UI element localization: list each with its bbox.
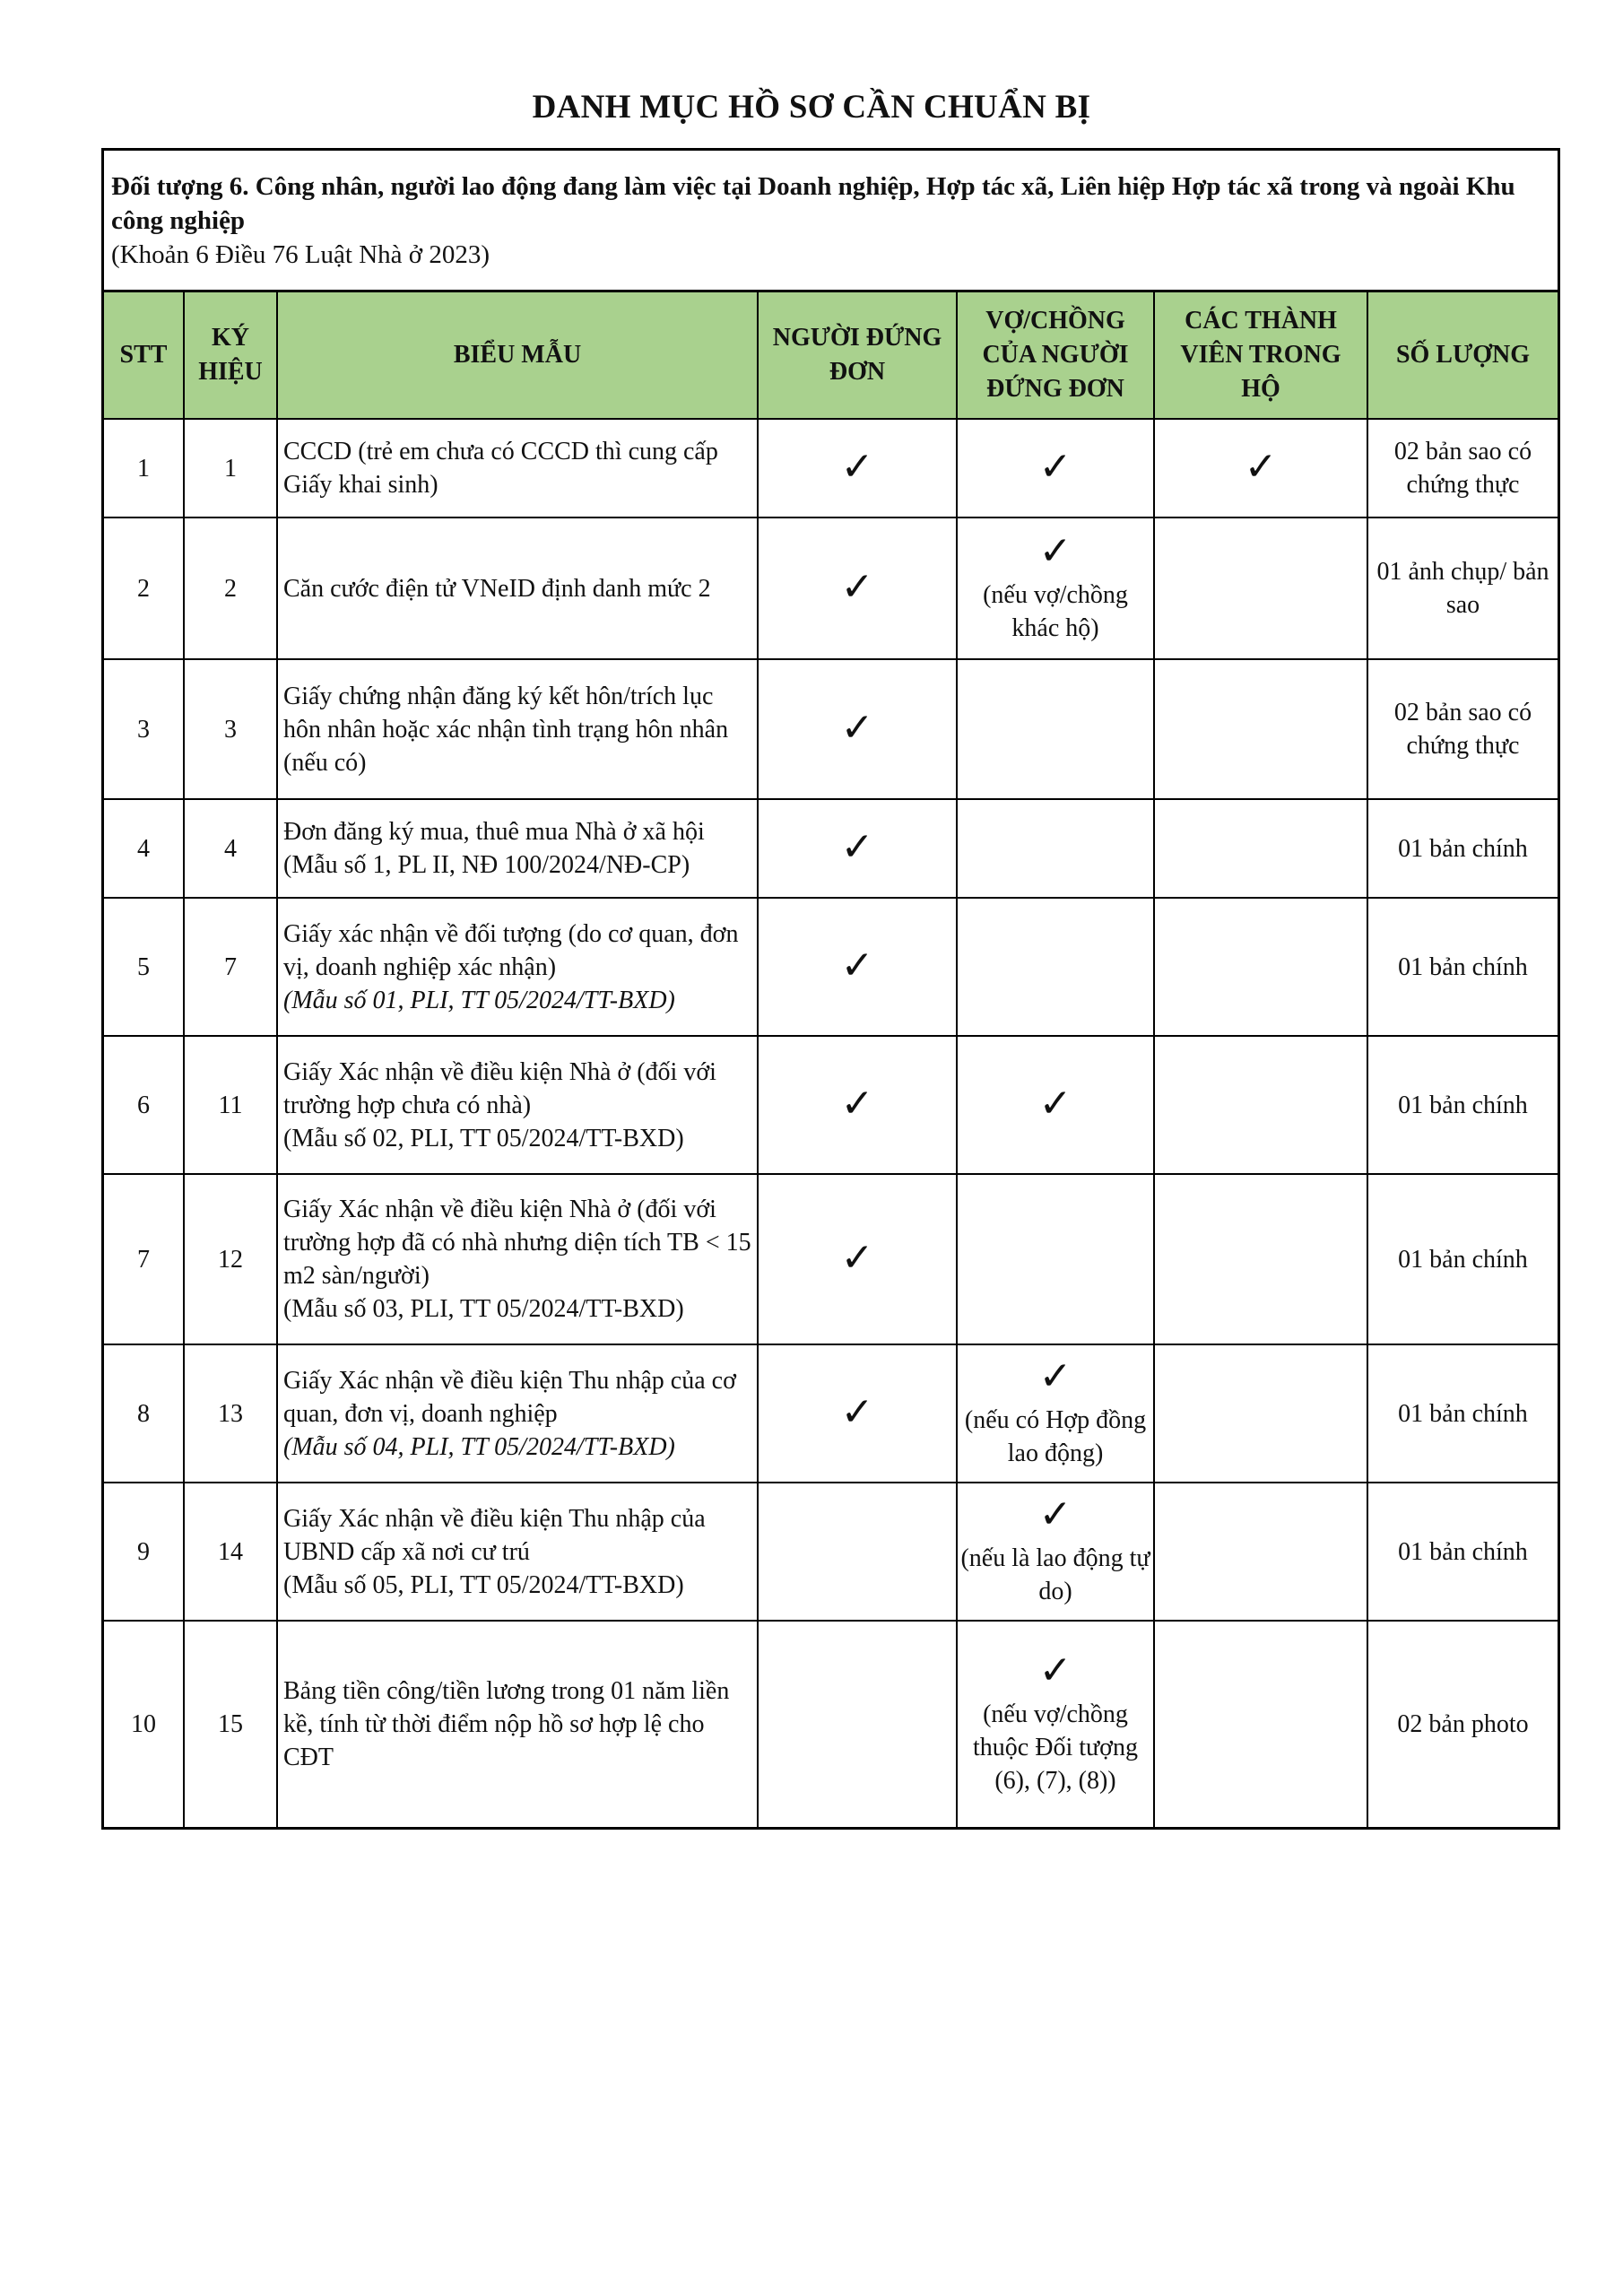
cell-so-luong: [1367, 517, 1558, 659]
form-description: Giấy Xác nhận về điều kiện Nhà ở (đối với trường hợp chưa có nhà): [283, 1057, 716, 1119]
cell-nguoi-dung-don: [758, 1483, 957, 1621]
ky-hieu-value: 3: [224, 715, 237, 744]
cell-nguoi-dung-don: [758, 419, 957, 517]
ky-hieu-value: 14: [218, 1537, 243, 1566]
cell-ky-hieu: [184, 1174, 277, 1344]
check-icon: ✓: [840, 705, 874, 751]
check-icon: ✓: [1038, 528, 1072, 574]
spouse-note: (nếu vợ/chồng thuộc Đối tượng (6), (7), (8)): [973, 1700, 1138, 1795]
cell-thanh-vien: [1154, 517, 1367, 659]
header-nguoi-dung-don: NGƯỜI ĐỨNG ĐƠN: [758, 292, 957, 419]
spouse-note: (nếu có Hợp đồng lao động): [964, 1406, 1147, 1467]
table-row: [104, 1621, 1558, 1827]
cell-nguoi-dung-don: [758, 1621, 957, 1827]
cell-bieu-mau: [277, 1344, 758, 1483]
table-row: [104, 1174, 1558, 1344]
table-row: [104, 1344, 1558, 1483]
cell-stt: [104, 799, 184, 898]
cell-thanh-vien: [1154, 1036, 1367, 1174]
cell-nguoi-dung-don: [758, 898, 957, 1036]
quantity-value: 01 ảnh chụp/ bản sao: [1376, 558, 1549, 619]
document-table: [104, 292, 1558, 1827]
document-frame: [101, 148, 1560, 1830]
stt-value: 8: [137, 1399, 150, 1428]
cell-so-luong: [1367, 1483, 1558, 1621]
cell-bieu-mau: [277, 517, 758, 659]
cell-nguoi-dung-don: [758, 799, 957, 898]
header-stt: STT: [104, 292, 184, 419]
cell-bieu-mau: [277, 659, 758, 799]
stt-value: 7: [137, 1245, 150, 1274]
table-row: [104, 419, 1558, 517]
check-icon: ✓: [840, 564, 874, 610]
cell-vo-chong: [957, 799, 1154, 898]
table-row: [104, 659, 1558, 799]
cell-stt: [104, 1036, 184, 1174]
subject-block: [104, 151, 1558, 292]
cell-bieu-mau: [277, 419, 758, 517]
subject-reference: (Khoản 6 Điều 76 Luật Nhà ở 2023): [111, 240, 490, 269]
form-description: Đơn đăng ký mua, thuê mua Nhà ở xã hội: [283, 818, 705, 846]
cell-so-luong: [1367, 1036, 1558, 1174]
cell-thanh-vien: [1154, 419, 1367, 517]
table-row: [104, 898, 1558, 1036]
form-reference: (Mẫu số 02, PLI, TT 05/2024/TT-BXD): [283, 1124, 684, 1152]
cell-ky-hieu: [184, 799, 277, 898]
cell-so-luong: [1367, 898, 1558, 1036]
cell-stt: [104, 517, 184, 659]
cell-so-luong: [1367, 799, 1558, 898]
form-reference: (Mẫu số 04, PLI, TT 05/2024/TT-BXD): [283, 1432, 675, 1461]
quantity-value: 01 bản chính: [1398, 1245, 1528, 1274]
check-icon: ✓: [840, 1235, 874, 1281]
quantity-value: 01 bản chính: [1398, 1399, 1528, 1428]
table-row: [104, 1483, 1558, 1621]
cell-bieu-mau: [277, 799, 758, 898]
cell-ky-hieu: [184, 1621, 277, 1827]
form-reference: (Mẫu số 1, PL II, NĐ 100/2024/NĐ-CP): [283, 851, 690, 879]
quantity-value: 01 bản chính: [1398, 952, 1528, 981]
quantity-value: 02 bản photo: [1397, 1710, 1529, 1738]
stt-value: 4: [137, 834, 150, 863]
ky-hieu-value: 7: [224, 952, 237, 981]
cell-ky-hieu: [184, 898, 277, 1036]
stt-value: 9: [137, 1537, 150, 1566]
cell-stt: [104, 1174, 184, 1344]
form-description: Giấy Xác nhận về điều kiện Thu nhập của cơ quan, đơn vị, doanh nghiệp: [283, 1366, 736, 1428]
cell-ky-hieu: [184, 1483, 277, 1621]
cell-ky-hieu: [184, 1036, 277, 1174]
cell-vo-chong: [957, 1036, 1154, 1174]
quantity-value: 02 bản sao có chứng thực: [1393, 438, 1532, 499]
cell-so-luong: [1367, 659, 1558, 799]
stt-value: 1: [137, 454, 150, 483]
form-reference: (Mẫu số 03, PLI, TT 05/2024/TT-BXD): [283, 1295, 684, 1323]
check-icon: ✓: [840, 1389, 874, 1435]
check-icon: ✓: [1038, 1081, 1072, 1126]
cell-bieu-mau: [277, 1621, 758, 1827]
check-icon: ✓: [840, 1081, 874, 1126]
cell-thanh-vien: [1154, 1344, 1367, 1483]
check-icon: ✓: [1244, 444, 1278, 490]
form-description: Giấy xác nhận về đối tượng (do cơ quan, đơn vị, doanh nghiệp xác nhận): [283, 919, 739, 981]
page-title: DANH MỤC HỒ SƠ CẦN CHUẨN BỊ: [532, 89, 1091, 126]
header-vo-chong: VỢ/CHỒNG CỦA NGƯỜI ĐỨNG ĐƠN: [957, 292, 1154, 419]
cell-nguoi-dung-don: [758, 1174, 957, 1344]
table-row: [104, 1036, 1558, 1174]
ky-hieu-value: 1: [224, 454, 237, 483]
cell-ky-hieu: [184, 659, 277, 799]
cell-thanh-vien: [1154, 659, 1367, 799]
header-so-luong: SỐ LƯỢNG: [1367, 292, 1558, 419]
quantity-value: 02 bản sao có chứng thực: [1393, 699, 1532, 760]
form-reference: (Mẫu số 05, PLI, TT 05/2024/TT-BXD): [283, 1570, 684, 1599]
cell-thanh-vien: [1154, 1621, 1367, 1827]
stt-value: 10: [131, 1710, 156, 1738]
cell-bieu-mau: [277, 1174, 758, 1344]
cell-nguoi-dung-don: [758, 1036, 957, 1174]
cell-ky-hieu: [184, 1344, 277, 1483]
cell-ky-hieu: [184, 517, 277, 659]
form-description: CCCD (trẻ em chưa có CCCD thì cung cấp Giấy khai sinh): [283, 438, 718, 499]
cell-nguoi-dung-don: [758, 517, 957, 659]
cell-vo-chong: [957, 1174, 1154, 1344]
form-description: Bảng tiền công/tiền lương trong 01 năm liền kề, tính từ thời điểm nộp hồ sơ hợp lệ cho CĐT: [283, 1677, 730, 1771]
cell-vo-chong: [957, 1621, 1154, 1827]
quantity-value: 01 bản chính: [1398, 1091, 1528, 1119]
cell-thanh-vien: [1154, 1483, 1367, 1621]
header-bieu-mau: BIỂU MẪU: [277, 292, 758, 419]
form-description: Giấy Xác nhận về điều kiện Thu nhập của UBND cấp xã nơi cư trú: [283, 1504, 706, 1566]
header-ky-hieu: KÝ HIỆU: [184, 292, 277, 419]
cell-so-luong: [1367, 1344, 1558, 1483]
form-description: Giấy Xác nhận về điều kiện Nhà ở (đối với trường hợp đã có nhà nhưng diện tích TB < 15 m2 sàn/người): [283, 1196, 751, 1290]
cell-stt: [104, 419, 184, 517]
check-icon: ✓: [840, 444, 874, 490]
stt-value: 3: [137, 715, 150, 744]
form-description: Căn cước điện tử VNeID định danh mức 2: [283, 574, 711, 603]
cell-nguoi-dung-don: [758, 1344, 957, 1483]
cell-stt: [104, 1621, 184, 1827]
cell-nguoi-dung-don: [758, 659, 957, 799]
cell-vo-chong: [957, 419, 1154, 517]
cell-so-luong: [1367, 1174, 1558, 1344]
cell-stt: [104, 1344, 184, 1483]
ky-hieu-value: 15: [218, 1710, 243, 1738]
quantity-value: 01 bản chính: [1398, 834, 1528, 863]
cell-thanh-vien: [1154, 799, 1367, 898]
table-row: [104, 517, 1558, 659]
stt-value: 6: [137, 1091, 150, 1119]
check-icon: ✓: [1038, 1353, 1072, 1399]
spouse-note: (nếu vợ/chồng khác hộ): [983, 581, 1128, 642]
table-header-row: [104, 292, 1558, 419]
table-row: [104, 799, 1558, 898]
cell-vo-chong: [957, 1344, 1154, 1483]
check-icon: ✓: [840, 943, 874, 988]
form-description: Giấy chứng nhận đăng ký kết hôn/trích lục hôn nhân hoặc xác nhận tình trạng hôn nhân (nếu có): [283, 682, 729, 777]
cell-vo-chong: [957, 517, 1154, 659]
cell-stt: [104, 659, 184, 799]
cell-vo-chong: [957, 898, 1154, 1036]
check-icon: ✓: [840, 824, 874, 870]
subject-heading: Đối tượng 6. Công nhân, người lao động đang làm việc tại Doanh nghiệp, Hợp tác xã, Liên hiệp Hợp tác xã trong và ngoài Khu công nghiệp: [111, 172, 1515, 235]
cell-so-luong: [1367, 419, 1558, 517]
ky-hieu-value: 2: [224, 574, 237, 603]
ky-hieu-value: 4: [224, 834, 237, 863]
cell-bieu-mau: [277, 1036, 758, 1174]
cell-thanh-vien: [1154, 1174, 1367, 1344]
cell-bieu-mau: [277, 898, 758, 1036]
cell-vo-chong: [957, 659, 1154, 799]
ky-hieu-value: 13: [218, 1399, 243, 1428]
cell-bieu-mau: [277, 1483, 758, 1621]
header-thanh-vien: CÁC THÀNH VIÊN TRONG HỘ: [1154, 292, 1367, 419]
check-icon: ✓: [1038, 1492, 1072, 1537]
stt-value: 5: [137, 952, 150, 981]
quantity-value: 01 bản chính: [1398, 1537, 1528, 1566]
cell-stt: [104, 898, 184, 1036]
form-reference: (Mẫu số 01, PLI, TT 05/2024/TT-BXD): [283, 986, 675, 1014]
ky-hieu-value: 11: [218, 1091, 243, 1119]
spouse-note: (nếu là lao động tự do): [960, 1544, 1150, 1605]
ky-hieu-value: 12: [218, 1245, 243, 1274]
cell-thanh-vien: [1154, 898, 1367, 1036]
cell-vo-chong: [957, 1483, 1154, 1621]
check-icon: ✓: [1038, 1648, 1072, 1693]
stt-value: 2: [137, 574, 150, 603]
check-icon: ✓: [1038, 444, 1072, 490]
cell-ky-hieu: [184, 419, 277, 517]
cell-so-luong: [1367, 1621, 1558, 1827]
cell-stt: [104, 1483, 184, 1621]
